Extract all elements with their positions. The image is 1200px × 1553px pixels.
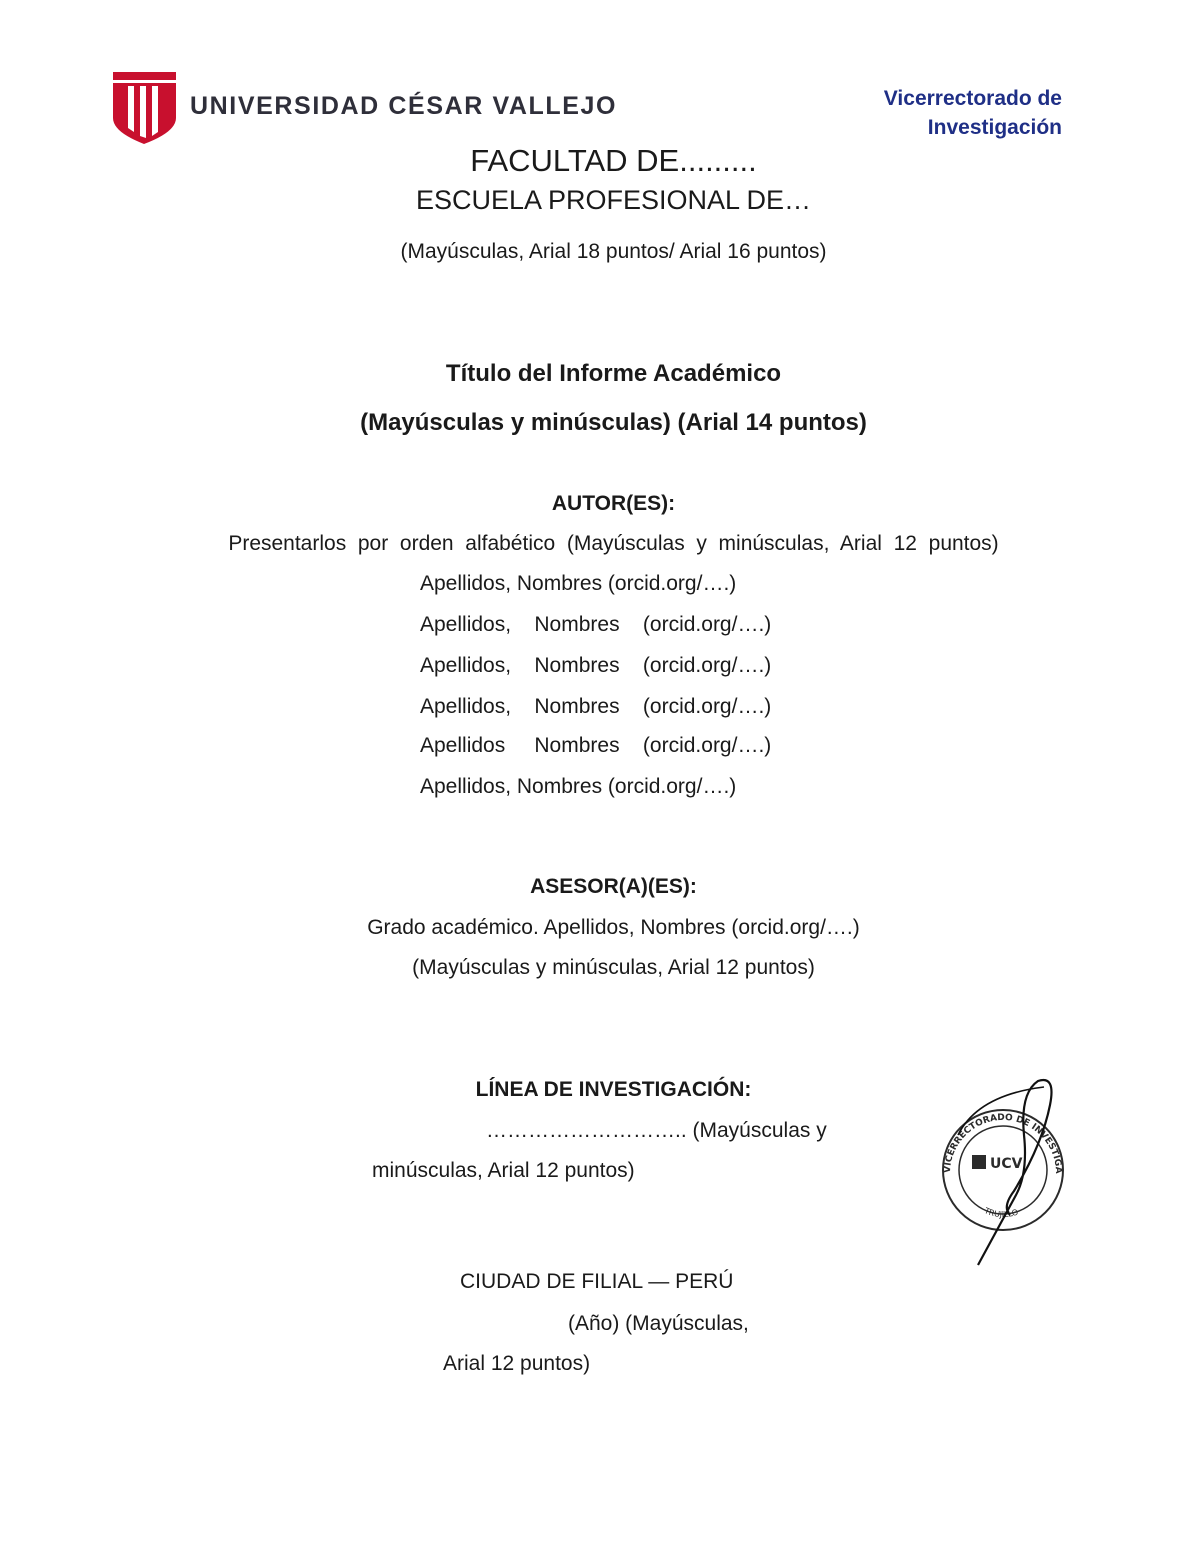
advisor-line: Grado académico. Apellidos, Nombres (orcid.org/….) bbox=[367, 916, 860, 939]
report-title: Título del Informe Académico bbox=[445, 360, 782, 387]
advisors-format-note: (Mayúsculas y minúsculas, Arial 12 puntos) bbox=[412, 956, 815, 979]
author-line: Apellidos Nombres (orcid.org/….) bbox=[420, 734, 772, 757]
research-line-text-2: minúsculas, Arial 12 puntos) bbox=[372, 1159, 635, 1182]
author-line: Apellidos, Nombres (orcid.org/….) bbox=[420, 695, 772, 718]
report-format-note: (Mayúsculas y minúsculas) (Arial 14 puntos) bbox=[360, 409, 867, 436]
stamp-seal-icon bbox=[938, 1075, 1068, 1270]
research-line-text-1: ……………………….. (Mayúsculas y bbox=[486, 1119, 827, 1142]
author-line: Apellidos, Nombres (orcid.org/….) bbox=[420, 654, 772, 677]
faculty-heading: FACULTAD DE......... bbox=[470, 143, 757, 178]
shield-logo-icon bbox=[110, 70, 180, 146]
institutional-stamp bbox=[938, 1075, 1068, 1270]
year-note-1: (Año) (Mayúsculas, bbox=[568, 1312, 749, 1335]
svg-text:VICERRECTORADO DE INVESTIGACIÓ: VICERRECTORADO DE INVESTIGA bbox=[942, 1112, 1064, 1174]
university-logo bbox=[110, 70, 618, 150]
vice-rectorate-label bbox=[884, 84, 1062, 142]
authors-heading: AUTOR(ES): bbox=[551, 492, 676, 515]
city-country: CIUDAD DE FILIAL — PERÚ bbox=[460, 1270, 734, 1293]
svg-text:TRUJILLO: TRUJILLO bbox=[983, 1206, 1020, 1220]
author-line: Apellidos, Nombres (orcid.org/….) bbox=[420, 613, 772, 636]
year-note-2: Arial 12 puntos) bbox=[443, 1352, 591, 1375]
authors-instruction: Presentarlos por orden alfabético (Mayúsculas y minúsculas, Arial 12 puntos) bbox=[228, 532, 999, 555]
school-heading: ESCUELA PROFESIONAL DE… bbox=[415, 185, 812, 215]
vice-line-2: Investigación bbox=[927, 116, 1062, 139]
author-line: Apellidos, Nombres (orcid.org/….) bbox=[420, 572, 737, 595]
author-line: Apellidos, Nombres (orcid.org/….) bbox=[420, 775, 737, 798]
title-format-note: (Mayúsculas, Arial 18 puntos/ Arial 16 puntos) bbox=[400, 240, 827, 263]
university-name: UNIVERSIDAD CÉSAR VALLEJO bbox=[190, 92, 618, 120]
research-line-heading: LÍNEA DE INVESTIGACIÓN: bbox=[475, 1078, 752, 1101]
vice-line-1: Vicerrectorado de bbox=[883, 87, 1062, 110]
advisors-heading: ASESOR(A)(ES): bbox=[530, 875, 697, 898]
svg-text:UCV: UCV bbox=[990, 1156, 1023, 1172]
